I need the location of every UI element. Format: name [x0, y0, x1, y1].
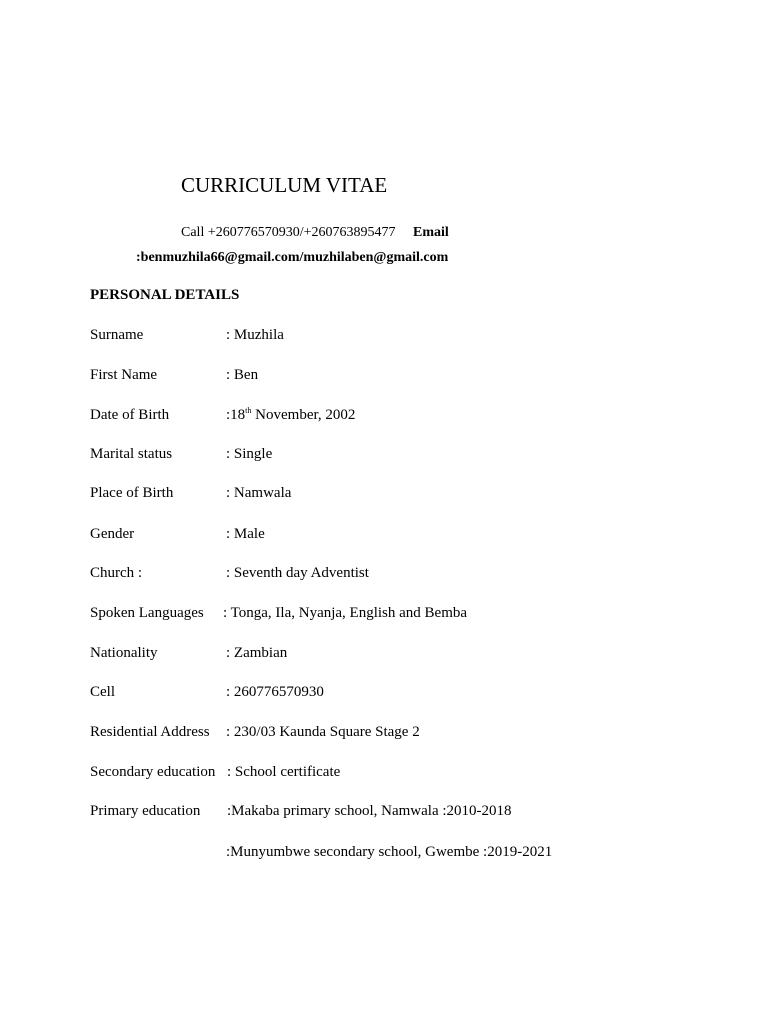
- detail-value: : Tonga, Ila, Nyanja, English and Bemba: [223, 605, 468, 621]
- detail-value: : Zambian: [226, 645, 288, 661]
- detail-value: : School certificate: [227, 764, 341, 780]
- detail-label: Marital status: [90, 446, 173, 462]
- detail-label: Date of Birth: [90, 407, 170, 423]
- detail-value: [226, 407, 355, 424]
- detail-value: : Namwala: [226, 485, 292, 501]
- detail-value: : 230/03 Kaunda Square Stage 2: [226, 724, 420, 740]
- dob-ordinal-suffix: th: [245, 406, 252, 415]
- detail-label: Surname: [90, 327, 144, 343]
- section-heading-personal-details: PERSONAL DETAILS: [90, 287, 240, 303]
- detail-label: Spoken Languages: [90, 605, 204, 621]
- detail-label: Residential Address: [90, 724, 210, 740]
- dob-day: :18: [226, 407, 246, 423]
- detail-value: : Male: [226, 526, 265, 542]
- detail-value: : 260776570930: [226, 684, 324, 700]
- detail-label: First Name: [90, 367, 158, 383]
- detail-label: Nationality: [90, 645, 158, 661]
- contact-phone-line: [181, 225, 449, 241]
- detail-value: :Makaba primary school, Namwala :2010-2018: [227, 803, 512, 819]
- detail-value: : Single: [226, 446, 273, 462]
- email-addresses: :benmuzhila66@gmail.com/muzhilaben@gmail.com: [136, 250, 449, 265]
- detail-label: Place of Birth: [90, 485, 174, 501]
- detail-value: : Ben: [226, 367, 259, 383]
- detail-label: Gender: [90, 526, 135, 542]
- page-title: CURRICULUM VITAE: [181, 173, 388, 197]
- detail-value: : Muzhila: [226, 327, 284, 343]
- dob-month-year: November, 2002: [251, 407, 356, 423]
- detail-label: Primary education: [90, 803, 201, 819]
- detail-label: Church :: [90, 565, 143, 581]
- detail-label: Secondary education: [90, 764, 216, 780]
- detail-value: :Munyumbwe secondary school, Gwembe :2019-2021: [226, 844, 553, 860]
- phone-numbers: Call +260776570930/+260763895477: [181, 225, 396, 240]
- detail-label: Cell: [90, 684, 115, 700]
- detail-value: : Seventh day Adventist: [226, 565, 369, 581]
- email-label: Email: [413, 225, 449, 240]
